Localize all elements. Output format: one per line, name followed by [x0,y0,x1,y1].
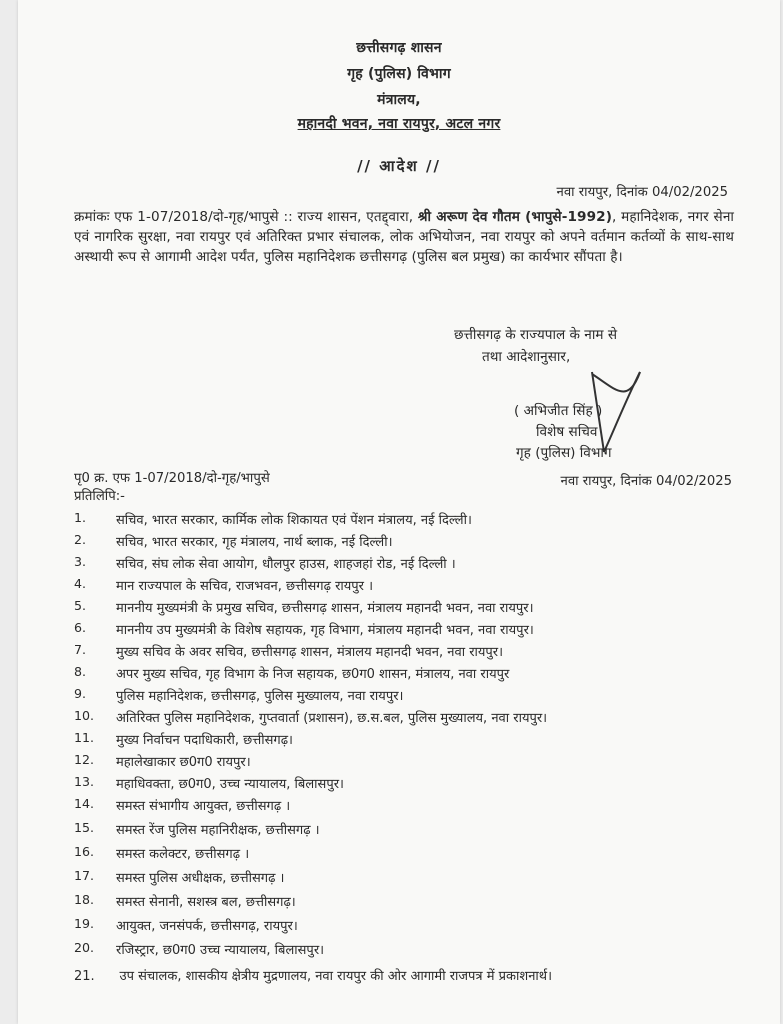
list-item-number: 2. [74,532,87,547]
list-item: समस्त पुलिस अधीक्षक, छत्तीसगढ़ । [116,871,285,886]
list-item-number: 16. [74,844,95,859]
order-reference: क्रमांकः एफ 1-07/2018/दो-गृह/भापुसे :: राज्य शासन, एतद्द्वारा, [74,209,418,225]
signatory-designation: विशेष सचिव [536,424,598,440]
list-item-number: 6. [74,620,87,635]
order-body: , महानिदेशक, नगर सेना एवं नागरिक सुरक्षा, नवा रायपुर एवं अतिरिक्त प्रभार संचालक, लोक अभियोजन, नवा रायपुर को अपने वर्तमान कर्तव्यों के साथ-साथ अस्थायी रूप से आगामी आदेश पर्यंत, पुलिस महानिदेशक छत्तीसगढ़ (पुलिस बल प्रमुख) का कार्यभार सौंपता है। [74,209,734,265]
signatory-department: गृह (पुलिस) विभाग [516,445,612,461]
list-item-number: 21. [74,969,95,984]
list-item-21 [74,966,734,987]
list-item: समस्त संभागीय आयुक्त, छत्तीसगढ़ । [116,799,291,814]
header-state: छत्तीसगढ़ शासन [356,40,442,56]
endorsement-place-date: नवा रायपुर, दिनांक 04/02/2025 [560,474,732,489]
signatory-name: ( अभिजीत सिंह ) [514,403,603,419]
document-page [18,0,780,1024]
list-item: समस्त कलेक्टर, छत्तीसगढ़ । [116,847,250,862]
copy-label: प्रतिलिपि:- [74,489,125,504]
list-item-number: 19. [74,916,95,931]
list-item-number: 8. [74,664,87,679]
list-item: माननीय उप मुख्यमंत्री के विशेष सहायक, गृह विभाग, मंत्रालय महानदी भवन, नवा रायपुर। [116,623,534,638]
list-item: मुख्य सचिव के अवर सचिव, छत्तीसगढ़ शासन, मंत्रालय महानदी भवन, नवा रायपुर। [116,645,504,660]
list-item-number: 18. [74,892,95,907]
header-address: महानदी भवन, नवा रायपुर, अटल नगर [297,116,501,132]
list-item: सचिव, संघ लोक सेवा आयोग, धौलपुर हाउस, शाहजहां रोड, नई दिल्ली । [116,557,456,572]
order-paragraph [74,207,734,267]
list-item-number: 11. [74,730,95,745]
list-item: मान राज्यपाल के सचिव, राजभवन, छत्तीसगढ़ रायपुर । [116,579,374,594]
list-item-number: 13. [74,774,95,789]
list-item: उप संचालक, शासकीय क्षेत्रीय मुद्रणालय, नवा रायपुर की ओर आगामी राजपत्र में प्रकाशनार्थ। [119,969,553,984]
list-item-number: 1. [74,510,87,525]
list-item: रजिस्ट्रार, छ0ग0 उच्च न्यायालय, बिलासपुर। [116,943,325,958]
list-item: समस्त रेंज पुलिस महानिरीक्षक, छत्तीसगढ़ । [116,823,320,838]
list-item: पुलिस महानिदेशक, छत्तीसगढ़, पुलिस मुख्यालय, नवा रायपुर। [116,689,404,704]
list-item: समस्त सेनानी, सशस्त्र बल, छत्तीसगढ़। [116,895,296,910]
order-place-date: नवा रायपुर, दिनांक 04/02/2025 [556,185,728,200]
list-item-number: 7. [74,642,87,657]
list-item-number: 12. [74,752,95,767]
list-item: अतिरिक्त पुलिस महानिदेशक, गुप्तवार्ता (प्रशासन), छ.स.बल, पुलिस मुख्यालय, नवा रायपुर। [116,711,548,726]
list-item-number: 4. [74,576,87,591]
list-item: सचिव, भारत सरकार, गृह मंत्रालय, नार्थ ब्लाक, नई दिल्ली। [116,535,393,550]
order-title: // आदेश // [357,157,441,175]
list-item: आयुक्त, जनसंपर्क, छत्तीसगढ़, रायपुर। [116,919,298,934]
list-item-number: 10. [74,708,95,723]
list-item-number: 3. [74,554,87,569]
list-item: महाधिवक्ता, छ0ग0, उच्च न्यायालय, बिलासपुर। [116,777,344,792]
list-item: सचिव, भारत सरकार, कार्मिक लोक शिकायत एवं पेंशन मंत्रालय, नई दिल्ली। [116,513,472,528]
authority-line-1: छत्तीसगढ़ के राज्यपाल के नाम से [454,327,618,343]
list-item: महालेखाकार छ0ग0 रायपुर। [116,755,251,770]
officer-name: श्री अरूण देव गौतम (भापुसे-1992) [417,209,613,225]
endorsement-ref: पृ0 क्र. एफ 1-07/2018/दो-गृह/भापुसे [74,471,270,486]
list-item-number: 14. [74,796,95,811]
list-item: माननीय मुख्यमंत्री के प्रमुख सचिव, छत्तीसगढ़ शासन, मंत्रालय महानदी भवन, नवा रायपुर। [116,601,534,616]
list-item-number: 15. [74,820,95,835]
list-item-number: 9. [74,686,87,701]
header-department: गृह (पुलिस) विभाग [347,66,451,82]
list-item: मुख्य निर्वाचन पदाधिकारी, छत्तीसगढ़। [116,733,293,748]
header-secretariat: मंत्रालय, [377,92,421,108]
authority-line-2: तथा आदेशानुसार, [482,349,571,365]
list-item-number: 17. [74,868,95,883]
list-item-number: 5. [74,598,87,613]
list-item: अपर मुख्य सचिव, गृह विभाग के निज सहायक, छ0ग0 शासन, मंत्रालय, नवा रायपुर [116,667,510,682]
list-item-number: 20. [74,940,95,955]
